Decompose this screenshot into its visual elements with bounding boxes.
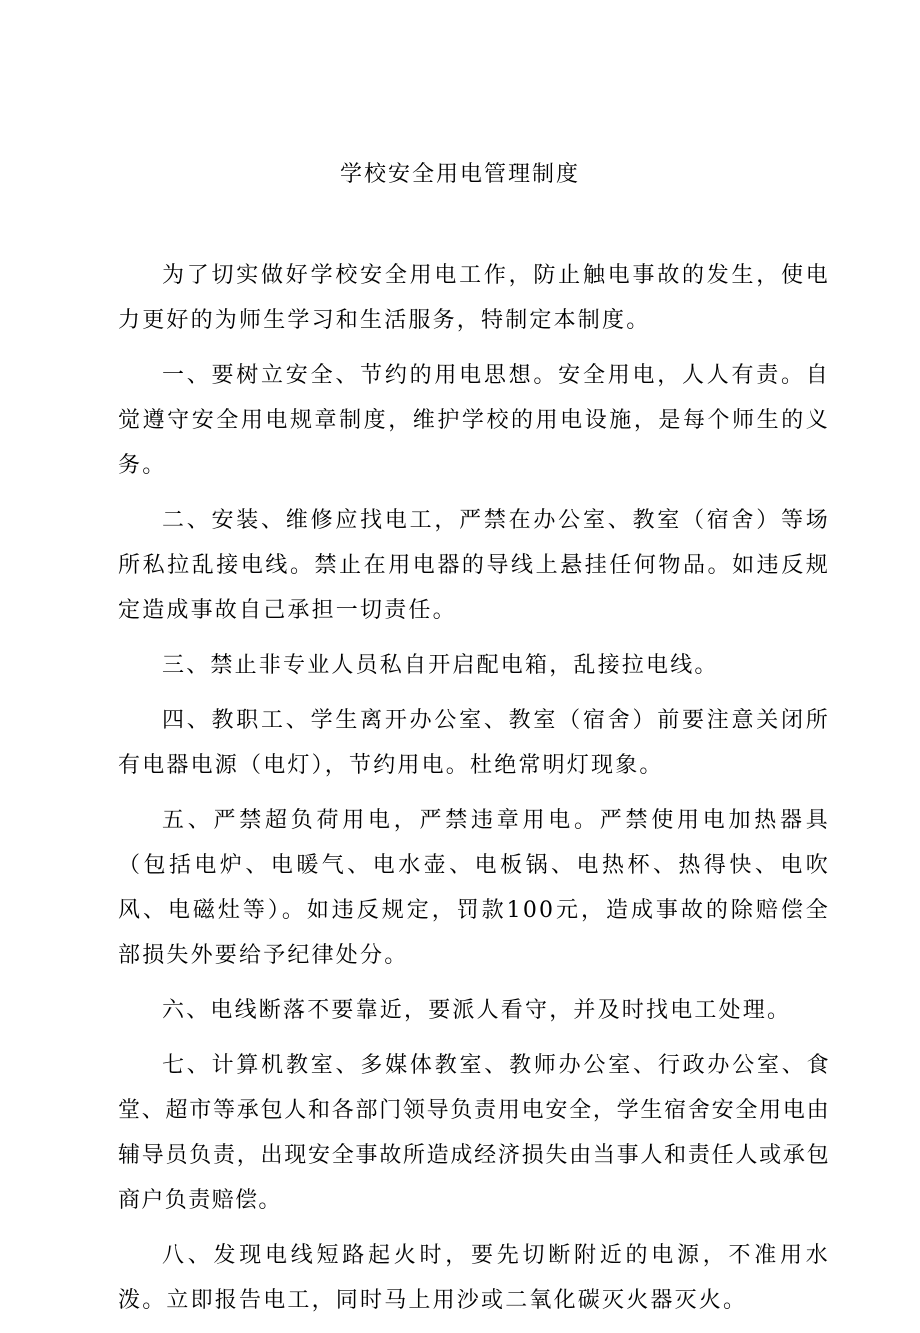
- paragraph-rule-6: 六、电线断落不要靠近，要派人看守，并及时找电工处理。: [162, 998, 792, 1023]
- paragraph-rule-7: 七、计算机教室、多媒体教室、教师办公室、行政办公室、食堂、超市等承包人和各部门领导负责用电安全，学生宿舍安全用电由辅导员负责，出现安全事故所造成经济损失由当事人和责任人或承包商户负责赔偿。: [118, 1053, 830, 1213]
- document-title: 学校安全用电管理制度: [339, 162, 580, 187]
- paragraph-rule-1: 一、要树立安全、节约的用电思想。安全用电，人人有责。自觉遵守安全用电规章制度，维护学校的用电设施，是每个师生的义务。: [118, 363, 830, 478]
- paragraph-rule-2: 二、安装、维修应找电工，严禁在办公室、教室（宿舍）等场所私拉乱接电线。禁止在用电器的导线上悬挂任何物品。如违反规定造成事故自己承担一切责任。: [118, 508, 830, 623]
- paragraph-rule-8: 八、发现电线短路起火时，要先切断附近的电源，不准用水泼。立即报告电工，同时马上用沙或二氧化碳灭火器灭火。: [118, 1243, 830, 1313]
- paragraph-rule-5: 五、严禁超负荷用电，严禁违章用电。严禁使用电加热器具（包括电炉、电暖气、电水壶、电板锅、电热杯、热得快、电吹风、电磁灶等）。如违反规定，罚款100元，造成事故的除赔偿全部损失外要给予纪律处分。: [118, 808, 830, 968]
- paragraph-rule-4: 四、教职工、学生离开办公室、教室（宿舍）前要注意关闭所有电器电源（电灯），节约用电。杜绝常明灯现象。: [118, 708, 830, 778]
- paragraph-rule-3: 三、禁止非专业人员私自开启配电箱，乱接拉电线。: [162, 653, 719, 678]
- document-body: [118, 253, 830, 1333]
- paragraph-intro: 为了切实做好学校安全用电工作，防止触电事故的发生，使电力更好的为师生学习和生活服务，特制定本制度。: [118, 263, 830, 333]
